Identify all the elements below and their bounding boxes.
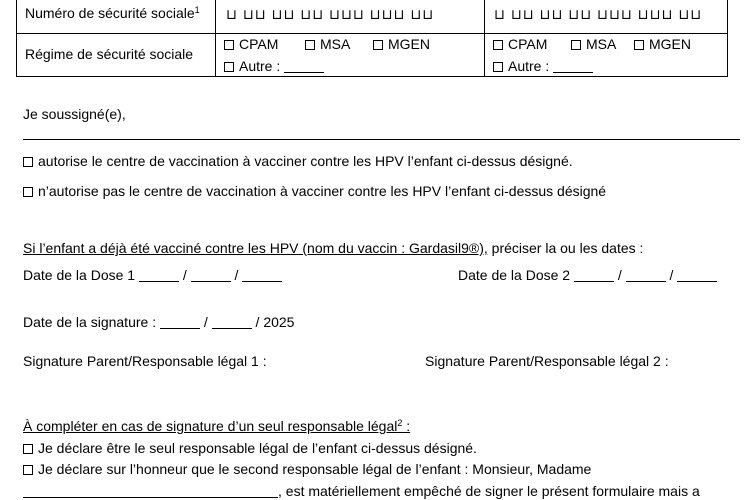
checkbox-icon[interactable]	[224, 40, 234, 50]
soussigne-name-line[interactable]	[23, 139, 740, 140]
signature-parent1-label: Signature Parent/Responsable légal 1 :	[23, 353, 267, 369]
dose1-year-field[interactable]	[242, 269, 282, 282]
checkbox-icon[interactable]	[23, 157, 33, 167]
checkbox-icon[interactable]	[493, 62, 503, 72]
second-guardian-name-field[interactable]	[23, 485, 278, 498]
checkbox-icon[interactable]	[23, 465, 33, 475]
signature-month-field[interactable]	[212, 316, 252, 329]
table-col-divider-2	[484, 0, 485, 77]
table-col-divider-1	[215, 0, 216, 77]
seul-responsable-heading: À compléter en cas de signature d’un seul responsable légal$^2$ :	[23, 418, 411, 434]
declare-honneur-option[interactable]: Je déclare sur l’honneur que le second responsable légal de l’enfant : Monsieur, Madame	[23, 461, 591, 477]
checkbox-icon[interactable]	[373, 40, 383, 50]
ssn-parent2-boxes[interactable]: ⊔ ⊔⊔ ⊔⊔ ⊔⊔ ⊔⊔⊔ ⊔⊔⊔ ⊔⊔	[494, 6, 703, 22]
regime-p2-mgen[interactable]: MGEN	[634, 36, 691, 52]
dose2-row: Date de la Dose 2 / /	[458, 267, 717, 283]
deja-vaccine-heading: Si l’enfant a déjà été vacciné contre les HPV (nom du vaccin : Gardasil9®), préciser la ou les dates :	[23, 240, 644, 256]
dose1-day-field[interactable]	[139, 269, 179, 282]
ssn-label: Numéro de sécurité sociale$^1$	[25, 5, 200, 21]
autre-p1-field[interactable]	[284, 60, 324, 73]
dose1-month-field[interactable]	[191, 269, 231, 282]
signature-day-field[interactable]	[160, 316, 200, 329]
table-left-border	[16, 0, 17, 77]
dose2-year-field[interactable]	[677, 269, 717, 282]
checkbox-icon[interactable]	[634, 40, 644, 50]
table-bottom-border	[16, 76, 728, 77]
checkbox-icon[interactable]	[23, 187, 33, 197]
soussigne-label: Je soussigné(e),	[23, 106, 126, 122]
table-right-border	[727, 0, 728, 77]
dose1-row: Date de la Dose 1 / /	[23, 267, 282, 283]
dose2-day-field[interactable]	[574, 269, 614, 282]
autre-p2-field[interactable]	[553, 60, 593, 73]
signature-parent2-label: Signature Parent/Responsable légal 2 :	[425, 353, 669, 369]
table-row-divider	[16, 33, 728, 34]
checkbox-icon[interactable]	[493, 40, 503, 50]
signature-date-row: Date de la signature : / / 2025	[23, 314, 295, 330]
declare-seul-option[interactable]: Je déclare être le seul responsable légal de l’enfant ci-dessus désigné.	[23, 440, 477, 456]
regime-p2-autre[interactable]: Autre :	[493, 58, 593, 74]
checkbox-icon[interactable]	[305, 40, 315, 50]
regime-p1-mgen[interactable]: MGEN	[373, 36, 430, 52]
nautorise-option[interactable]: n’autorise pas le centre de vaccination à vacciner contre les HPV l’enfant ci-dessus désigné	[23, 183, 606, 199]
ssn-parent1-boxes[interactable]: ⊔ ⊔⊔ ⊔⊔ ⊔⊔ ⊔⊔⊔ ⊔⊔⊔ ⊔⊔	[226, 6, 435, 22]
checkbox-icon[interactable]	[224, 62, 234, 72]
regime-p2-msa[interactable]: MSA	[571, 36, 616, 52]
regime-p1-autre[interactable]: Autre :	[224, 58, 324, 74]
regime-p2-cpam[interactable]: CPAM	[493, 36, 547, 52]
regime-label: Régime de sécurité sociale	[25, 46, 194, 62]
checkbox-icon[interactable]	[571, 40, 581, 50]
dose2-month-field[interactable]	[626, 269, 666, 282]
regime-p1-msa[interactable]: MSA	[305, 36, 350, 52]
regime-p1-cpam[interactable]: CPAM	[224, 36, 278, 52]
checkbox-icon[interactable]	[23, 444, 33, 454]
autorise-option[interactable]: autorise le centre de vaccination à vacciner contre les HPV l’enfant ci-dessus désigné.	[23, 153, 573, 169]
declare-honneur-cont: , est matériellement empêché de signer le présent formulaire mais a	[23, 483, 700, 499]
